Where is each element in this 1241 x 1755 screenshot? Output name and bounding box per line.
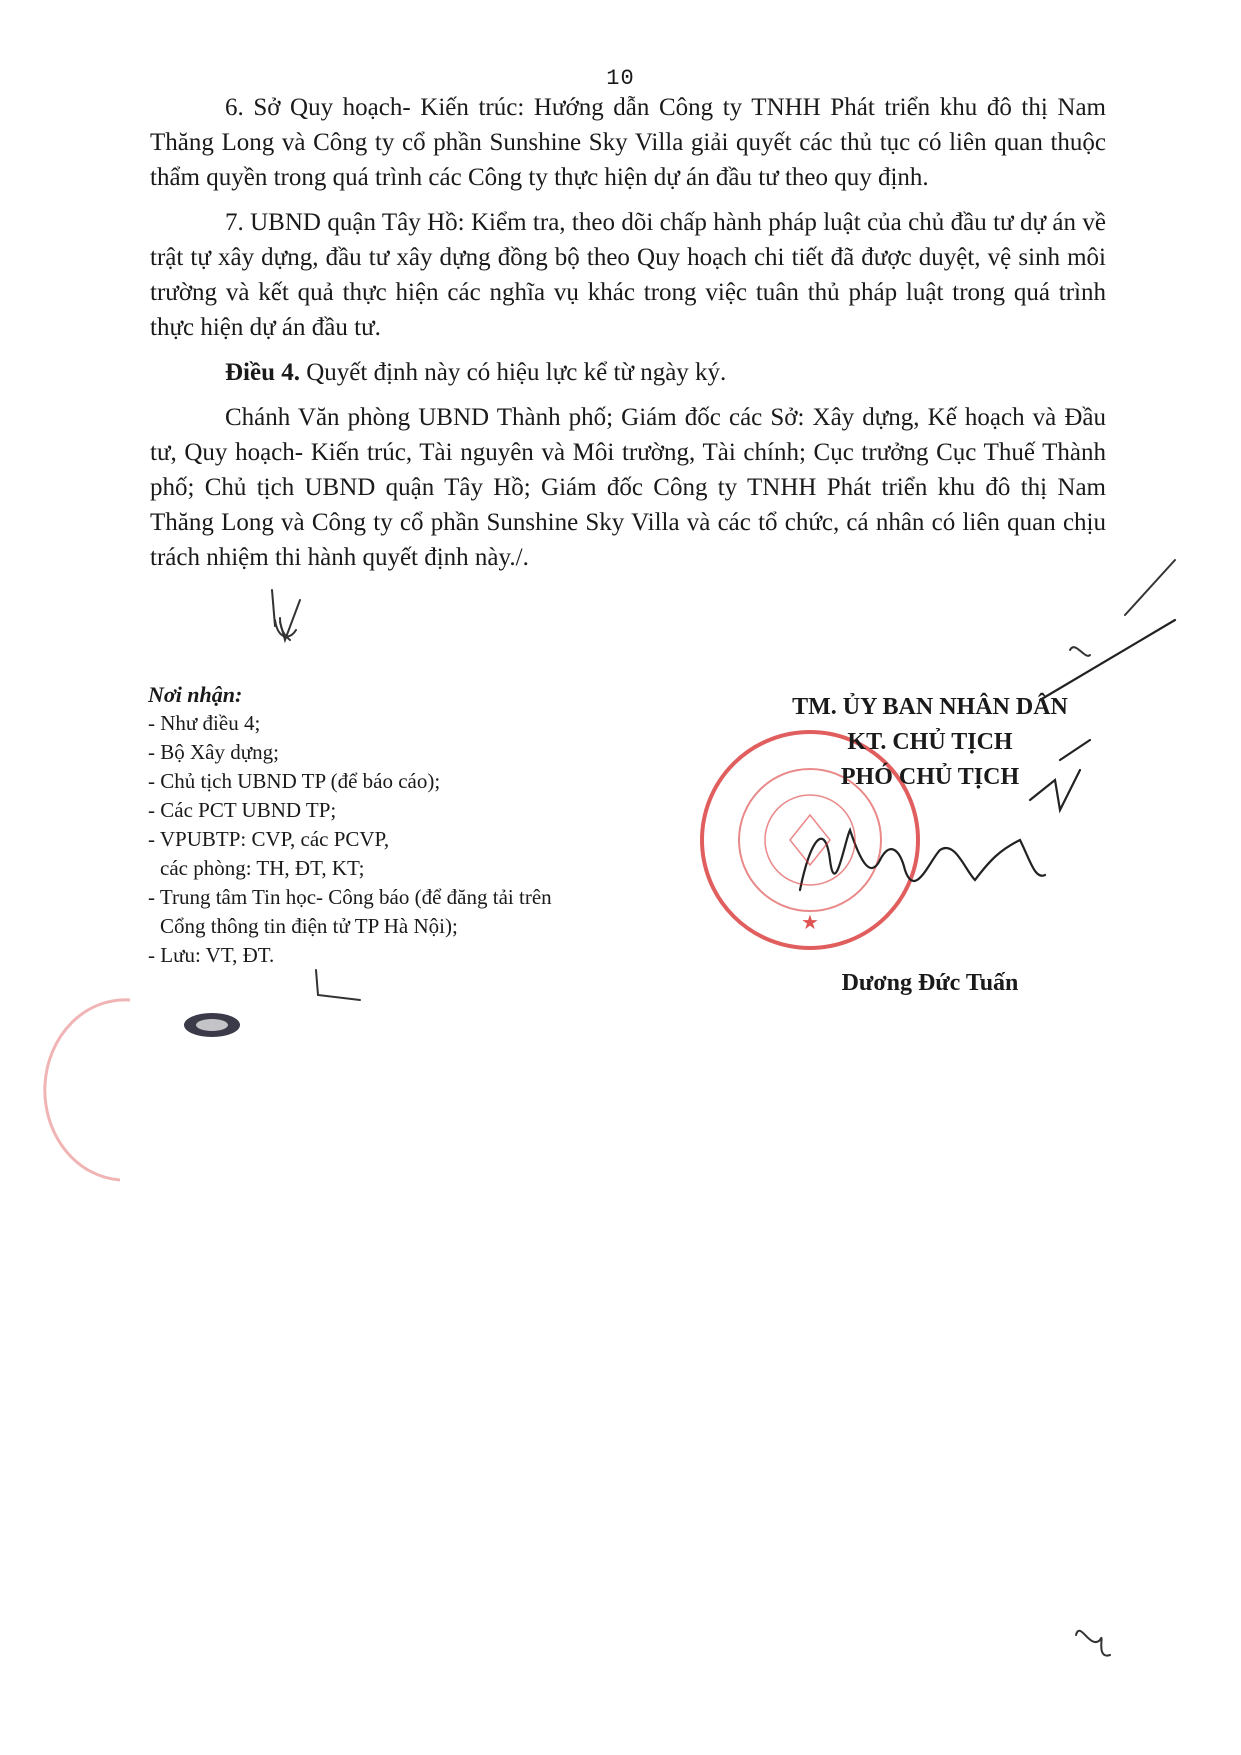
list-item: Cổng thông tin điện tử TP Hà Nội); [160,914,458,938]
list-item: - Bộ Xây dựng; [148,740,279,764]
handwritten-signature [800,620,1175,890]
list-item: - Như điều 4; [148,711,261,735]
page-number: 10 [606,66,635,91]
signer-name: Dương Đức Tuấn [841,970,1019,996]
list-item: - Trung tâm Tin học- Công báo (để đăng tải trên [148,885,552,909]
list-item: - Các PCT UBND TP; [148,798,337,822]
paragraph-text: Chánh Văn phòng UBND Thành phố; Giám đốc các Sở: Xây dựng, Kế hoạch và Đầu tư, Quy hoạch- Kiến trúc, Tài nguyên và Môi trường, Tài chính; Cục trưởng Cục Thuế Thành phố; Chủ tịch UBND quận Tây Hồ; Giám đốc Công ty TNHH Phát triển khu đô thị Nam Thăng Long và Công ty cổ phần Sunshine Sky Villa và các tổ chức, cá nhân có liên quan chịu trách nhiệm thi hành quyết định này./. [150,404,1106,571]
seal-emblem [765,795,855,885]
list-item: - Chủ tịch UBND TP (để báo cáo); [148,769,441,793]
signature-line-1: TM. ỦY BAN NHÂN DÂN [792,694,1068,720]
paragraph-text: 6. Sở Quy hoạch- Kiến trúc: Hướng dẫn Công ty TNHH Phát triển khu đô thị Nam Thăng Long và Công ty cổ phần Sunshine Sky Villa giải quyết các thủ tục có liên quan thuộc thẩm quyền trong quá trình các Công ty thực hiện dự án đầu tư theo quy định. [150,94,1106,191]
article-label: Điều 4. [225,359,300,386]
margin-initials [272,560,1175,1656]
list-item: - VPUBTP: CVP, các PCVP, [148,827,390,851]
blue-stamp-mark [184,1013,240,1037]
paragraph-text: 7. UBND quận Tây Hồ: Kiểm tra, theo dõi chấp hành pháp luật của chủ đầu tư dự án về trật tự xây dựng, đầu tư xây dựng đồng bộ theo Quy hoạch chi tiết đã được duyệt, vệ sinh môi trường và kết quả thực hiện các nghĩa vụ khác trong việc tuân thủ pháp luật trong quá trình thực hiện dự án đầu tư. [150,209,1106,341]
seal-star-icon: ★ [801,912,819,934]
signature-line-2: KT. CHỦ TỊCH [847,729,1013,755]
signature-line-3: PHÓ CHỦ TỊCH [840,764,1020,790]
recipients-heading: Nơi nhận: [148,682,243,707]
list-item: - Lưu: VT, ĐT. [148,943,275,967]
paragraph-text: Quyết định này có hiệu lực kể từ ngày ký. [300,359,727,386]
list-item: các phòng: TH, ĐT, KT; [160,856,365,880]
partial-seal-margin [45,1000,130,1180]
